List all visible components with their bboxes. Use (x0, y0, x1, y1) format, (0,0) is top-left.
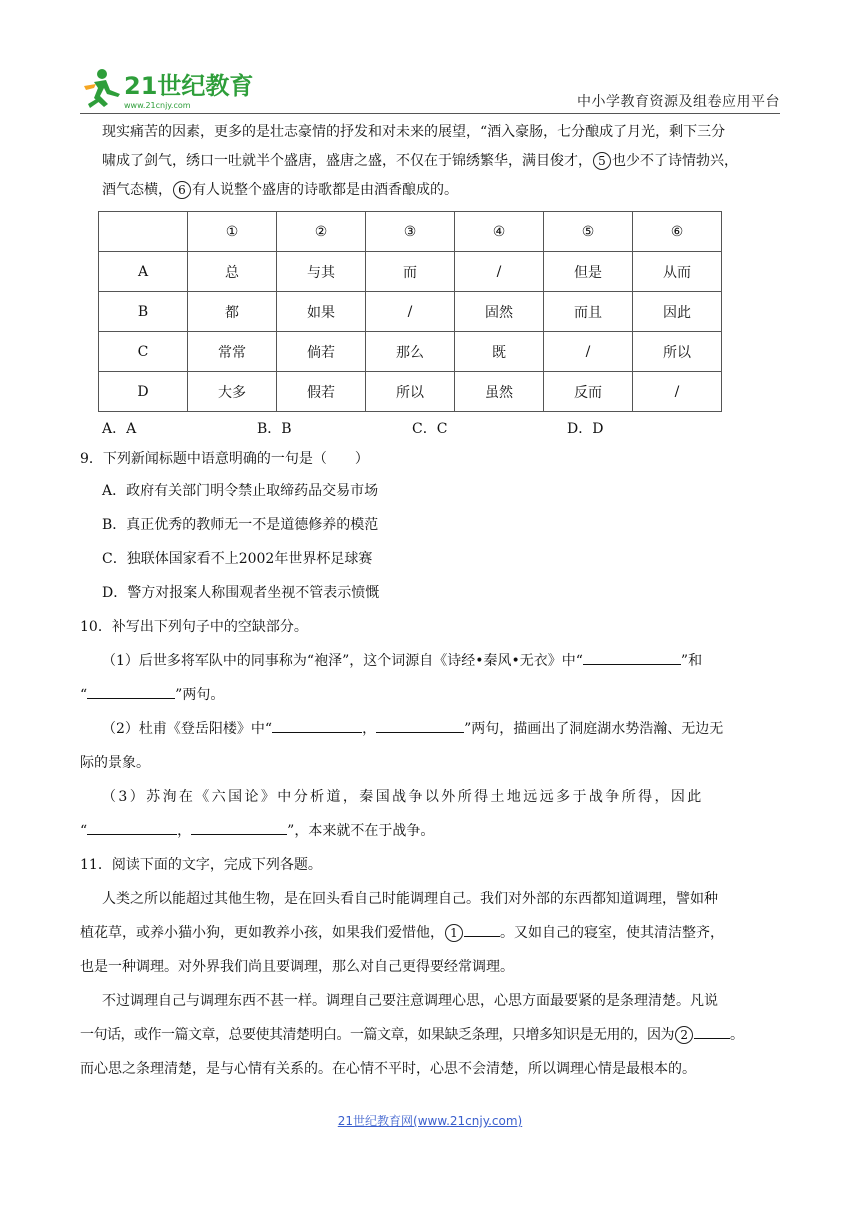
reading-line: 人类之所以能超过其他生物，是在回头看自己时能调理自己。我们对外部的东西都知道调理，譬如种 (102, 891, 718, 907)
choice-b[interactable]: B．B (257, 421, 292, 437)
answer-blank[interactable] (376, 718, 464, 733)
passage-line (102, 176, 780, 205)
q10-text: “ (80, 687, 88, 703)
table-row (99, 292, 722, 332)
passage-text: 啸成了剑气，绣口一吐就半个盛唐，盛唐之盛，不仅在于锦绣繁华，满目俊才， (102, 153, 592, 169)
table-cell: 从而 (633, 252, 722, 292)
passage-text: 有人说整个盛唐的诗歌都是由酒香酿成的。 (192, 182, 458, 198)
passage-line (102, 147, 780, 176)
q10-item-3: （3）苏洵在《六国论》中分析道，秦国战争以外所得土地远远多于战争所得，因此 (102, 789, 704, 805)
reading-text: 一句话，或作一篇文章，总要使其清楚明白。一篇文章，如果缺乏条理，只增多知识是无用的，因为 (80, 1027, 674, 1043)
q10-item-1 (102, 644, 780, 678)
answer-blank[interactable] (87, 820, 177, 835)
q10-text: ， (177, 823, 192, 839)
table-cell: 虽然 (455, 372, 544, 412)
q9-option-a[interactable]: A．政府有关部门明令禁止取缔药品交易市场 (102, 483, 379, 499)
table-cell: ④ (455, 212, 544, 252)
reading-text: 植花草，或养小猫小狗，更如教养小孩，如果我们爱惜他， (80, 925, 444, 941)
answer-blank[interactable] (87, 684, 175, 699)
passage-text: 也少不了诗情勃兴， (612, 153, 738, 169)
answer-blank[interactable] (694, 1024, 730, 1039)
table-cell: / (366, 292, 455, 332)
table-cell: 如果 (277, 292, 366, 332)
page-header (80, 64, 780, 114)
reading-line: 而心思之条理清楚，是与心情有关系的。在心情不平时，心思不会清楚，所以调理心情是最根本的。 (80, 1061, 696, 1077)
table-row (99, 332, 722, 372)
q10-text: （2）杜甫《登岳阳楼》中“ (102, 721, 273, 737)
table-cell: ③ (366, 212, 455, 252)
table-cell: ⑥ (633, 212, 722, 252)
table-cell: ⑤ (544, 212, 633, 252)
table-cell: 固然 (455, 292, 544, 332)
reading-text: 。 (730, 1027, 744, 1043)
table-cell: ① (188, 212, 277, 252)
table-cell: 与其 (277, 252, 366, 292)
table-cell (99, 212, 188, 252)
table-cell: ② (277, 212, 366, 252)
passage-text: 酒气态横， (102, 182, 172, 198)
q10-text: ”两句。 (175, 687, 225, 703)
table-cell: 常常 (188, 332, 277, 372)
svg-text:21世纪教育: 21世纪教育 (124, 72, 254, 100)
table-cell: 所以 (633, 332, 722, 372)
q10-text: ”，本来就不在于战争。 (287, 823, 435, 839)
table-row (99, 252, 722, 292)
q10-text: ”两句，描画出了洞庭湖水势浩瀚、无边无 (464, 721, 724, 737)
header-divider (80, 113, 780, 114)
footer-link[interactable]: 21世纪教育网(www.21cnjy.com) (337, 1114, 523, 1128)
q10-item-2 (102, 712, 780, 746)
blank-marker-2: 2 (675, 1026, 693, 1044)
table-cell: 大多 (188, 372, 277, 412)
blank-marker-1: 1 (445, 924, 463, 942)
choice-c[interactable]: C．C (412, 421, 448, 437)
answer-blank[interactable] (272, 718, 362, 733)
table-cell: 反而 (544, 372, 633, 412)
options-table (98, 211, 722, 412)
question-11-stem: 11．阅读下面的文字，完成下列各题。 (80, 857, 322, 873)
table-cell: 假若 (277, 372, 366, 412)
table-cell: / (544, 332, 633, 372)
q10-text: ”和 (680, 653, 703, 669)
runner-logo-icon (80, 64, 260, 112)
q10-item-2-cont: 际的景象。 (80, 755, 150, 771)
blank-marker-6: 6 (173, 181, 191, 199)
platform-title: 中小学教育资源及组卷应用平台 (577, 94, 780, 110)
table-header-row (99, 212, 722, 252)
reading-text: 。又如自己的寝室，使其清洁整齐， (500, 925, 724, 941)
q10-text: （1）后世多将军队中的同事称为“袍泽”，这个词源自《诗经•秦风•无衣》中“ (102, 653, 583, 669)
table-cell: D (99, 372, 188, 412)
q10-text: ， (362, 721, 377, 737)
table-cell: 既 (455, 332, 544, 372)
table-cell: / (633, 372, 722, 412)
table-cell: 因此 (633, 292, 722, 332)
answer-blank[interactable] (191, 820, 287, 835)
table-cell: / (455, 252, 544, 292)
choice-a[interactable]: A．A (102, 421, 137, 437)
q10-text: “ (80, 823, 88, 839)
table-cell: 倘若 (277, 332, 366, 372)
question-9-stem: 9．下列新闻标题中语意明确的一句是（ ） (80, 451, 369, 467)
answer-blank[interactable] (583, 650, 681, 665)
table-cell: 而且 (544, 292, 633, 332)
table-cell: 那么 (366, 332, 455, 372)
svg-text:www.21cnjy.com: www.21cnjy.com (124, 101, 191, 110)
blank-marker-5: 5 (593, 152, 611, 170)
q8-choices (102, 416, 780, 442)
table-cell: 但是 (544, 252, 633, 292)
table-row (99, 372, 722, 412)
table-cell: A (99, 252, 188, 292)
reading-line: 不过调理自己与调理东西不甚一样。调理自己要注意调理心思，心思方面最要紧的是条理清楚。凡说 (102, 993, 718, 1009)
q10-item-3-cont (80, 814, 780, 848)
table-cell: 而 (366, 252, 455, 292)
answer-blank[interactable] (464, 922, 500, 937)
passage-line: 现实痛苦的因素，更多的是壮志豪情的抒发和对未来的展望，“酒入豪肠，七分酿成了月光，剩下三分 (102, 124, 726, 140)
reading-line (80, 1018, 780, 1052)
q10-item-1-cont (80, 678, 780, 712)
q9-option-c[interactable]: C．独联体国家看不上2002年世界杯足球赛 (102, 551, 373, 567)
logo (80, 64, 260, 112)
table-cell: 总 (188, 252, 277, 292)
choice-d[interactable]: D．D (567, 421, 604, 437)
table-cell: 都 (188, 292, 277, 332)
question-10-stem: 10．补写出下列句子中的空缺部分。 (80, 619, 308, 635)
q9-option-b[interactable]: B．真正优秀的教师无一不是道德修养的模范 (102, 517, 379, 533)
table-cell: C (99, 332, 188, 372)
reading-line (80, 916, 780, 950)
q9-option-d[interactable]: D．警方对报案人称围观者坐视不管表示愤慨 (102, 585, 380, 601)
document-body (80, 118, 780, 1086)
reading-line: 也是一种调理。对外界我们尚且要调理，那么对自己更得要经常调理。 (80, 959, 514, 975)
table-cell: B (99, 292, 188, 332)
table-cell: 所以 (366, 372, 455, 412)
